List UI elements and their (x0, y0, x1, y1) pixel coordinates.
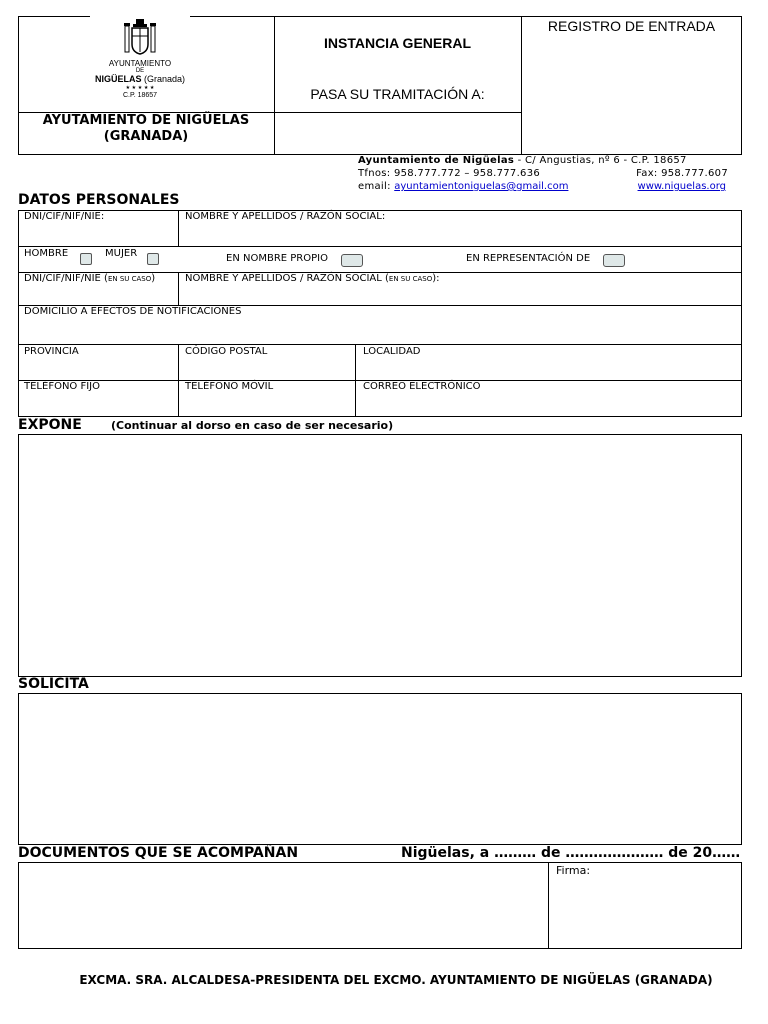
email-link[interactable]: ayuntamientoniguelas@gmail.com (394, 181, 569, 192)
org-name (18, 113, 274, 145)
expone-note: (Continuar al dorso en caso de ser necesario) (111, 419, 394, 432)
representacion-label: EN REPRESENTACIÓN DE (466, 253, 591, 264)
logo-stars: ★ ★ ★ ★ ★ (125, 85, 155, 91)
email-label: email: (358, 181, 395, 192)
dni-label: DNI/CIF/NIF/NIE: (24, 211, 105, 222)
datos-personales-heading: DATOS PERSONALES (18, 192, 180, 208)
contact-block (358, 154, 728, 193)
divider (521, 16, 522, 155)
telefono-fijo-label: TELÉFONO FIJO (24, 381, 100, 392)
correo-label: CORREO ELECTRÓNICO (363, 381, 481, 392)
registro-entrada-label: REGISTRO DE ENTRADA (547, 18, 716, 34)
solicita-heading: SOLICITA (18, 676, 89, 692)
coat-of-arms-logo (90, 18, 190, 112)
nombre-propio-checkbox[interactable] (341, 254, 363, 267)
localidad-label: LOCALIDAD (363, 346, 421, 357)
expone-heading: EXPONE (18, 417, 82, 433)
contact-line-1 (358, 154, 728, 167)
dni2-end: ) (151, 273, 156, 284)
contact-line-3 (358, 180, 728, 193)
date-line: Nigüelas, a ……… de ………………… de 20…… (401, 845, 741, 861)
firma-label: Firma: (556, 864, 591, 877)
nombre2-small: EN SU CASO (388, 275, 433, 283)
dni2-small: EN SU CASO (107, 275, 152, 283)
mujer-label: MUJER (105, 248, 138, 259)
dni2-text: DNI/CIF/NIF/NIE ( (24, 273, 108, 284)
contact-phones: Tfnos: 958.777.772 – 958.777.636 (358, 168, 541, 179)
contact-fax: Fax: 958.777.607 (636, 168, 728, 179)
solicita-textarea[interactable] (18, 693, 742, 845)
contact-line-2 (358, 167, 728, 180)
codigo-postal-label: CÓDIGO POSTAL (185, 346, 268, 357)
documentos-textarea[interactable] (19, 863, 547, 948)
logo-line-2: DE (135, 68, 145, 74)
footer-addressee: EXCMA. SRA. ALCALDESA-PRESIDENTA DEL EXCMO. AYUNTAMIENTO DE NIGÜELAS (GRANADA) (79, 973, 713, 987)
hombre-label: HOMBRE (24, 248, 69, 259)
dni-representante-label (24, 273, 155, 284)
nombre2-end: ): (432, 273, 440, 284)
hombre-checkbox[interactable] (80, 253, 92, 265)
nombre-propio-label: EN NOMBRE PROPIO (226, 253, 328, 264)
contact-address: - C/ Angustias, nº 6 - C.P. 18657 (514, 155, 687, 166)
representacion-checkbox[interactable] (603, 254, 625, 267)
contact-org: Ayuntamiento de Nigüelas (358, 155, 515, 166)
telefono-movil-label: TELÉFONO MÓVIL (185, 381, 274, 392)
nombre-representante-label (185, 273, 440, 284)
firma-area[interactable] (549, 878, 741, 948)
form-title: INSTANCIA GENERAL (324, 35, 471, 51)
logo-town: NIGÜELAS (94, 74, 142, 84)
expone-textarea[interactable] (18, 434, 742, 677)
logo-postal-code: C.P. 18657 (122, 92, 158, 99)
coat-of-arms-icon (123, 18, 157, 58)
pasa-tramitacion-label: PASA SU TRAMITACIÓN A: (310, 86, 485, 102)
documentos-heading: DOCUMENTOS QUE SE ACOMPAÑAN (18, 845, 299, 861)
provincia-label: PROVINCIA (24, 346, 79, 357)
logo-line-1: AYUNTAMIENTO (108, 59, 172, 68)
nombre-label: NOMBRE Y APELLIDOS / RAZÓN SOCIAL: (185, 211, 386, 222)
web-link[interactable]: www.niguelas.org (637, 181, 726, 192)
logo-line-3 (90, 74, 190, 84)
org-name-line-1: AYUTAMIENTO DE NIGÜELAS (42, 113, 250, 128)
domicilio-label: DOMICILIO A EFECTOS DE NOTIFICACIONES (24, 306, 242, 317)
org-name-line-2: (GRANADA) (103, 129, 189, 144)
nombre2-text: NOMBRE Y APELLIDOS / RAZÓN SOCIAL ( (185, 273, 389, 284)
mujer-checkbox[interactable] (147, 253, 159, 265)
logo-province: (Granada) (141, 74, 186, 84)
